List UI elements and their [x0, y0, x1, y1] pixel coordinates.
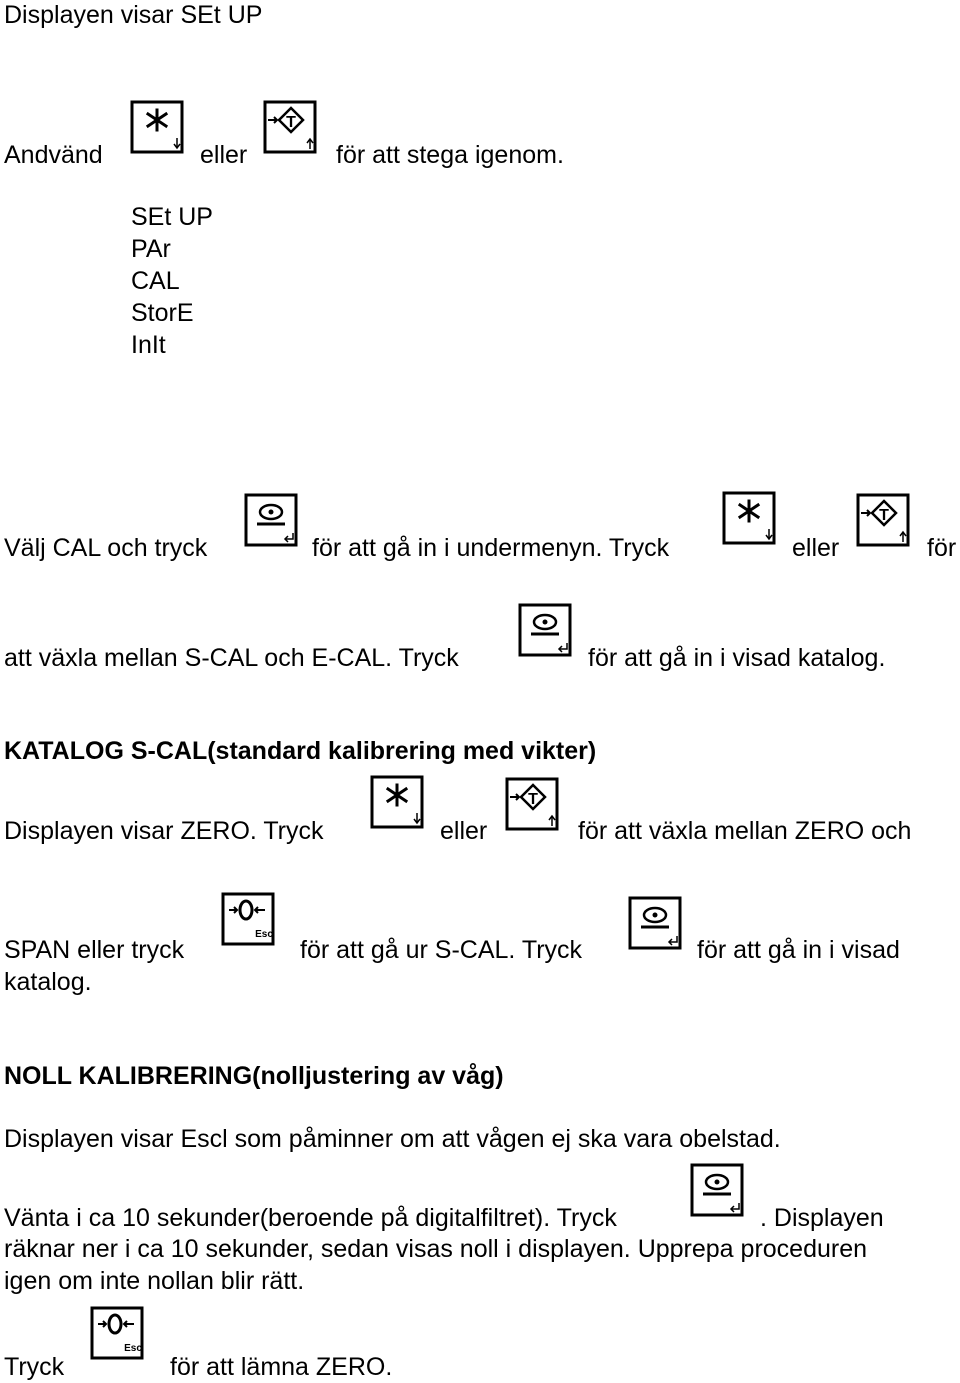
wait-text-b: . Displayen	[760, 1204, 884, 1232]
step-text-b: eller	[200, 141, 248, 169]
span-text-c: för att gå in i visad	[697, 936, 900, 964]
menu-list	[131, 201, 213, 361]
wait-text-a: Vänta i ca 10 sekunder(beroende på digitalfiltret). Tryck	[4, 1204, 617, 1232]
step-text-c: för att stega igenom.	[336, 141, 564, 169]
zero-esc-key-icon	[90, 1306, 148, 1364]
last-text-a: Tryck	[4, 1353, 65, 1381]
tare-key-icon	[263, 100, 321, 158]
zero-text-c: för att växla mellan ZERO och	[578, 817, 912, 845]
step-text-a: Andvänd	[4, 141, 103, 169]
cal2-text-b: för att gå in i visad katalog.	[588, 644, 886, 672]
section-heading: NOLL KALIBRERING(nolljustering av våg)	[4, 1062, 504, 1090]
star-key-icon	[130, 100, 188, 158]
menu-item: PAr	[131, 235, 171, 263]
intro-text: Displayen visar SEt UP	[4, 1, 263, 29]
tare-key-icon	[856, 493, 914, 551]
star-key-icon	[370, 775, 428, 833]
wait-text-c: räknar ner i ca 10 sekunder, sedan visas noll i displayen. Upprepa proceduren	[4, 1235, 868, 1263]
span-text-d: katalog.	[4, 968, 92, 996]
enter-key-icon	[518, 603, 576, 661]
menu-item: CAL	[131, 267, 180, 295]
cal-text-a: Välj CAL och tryck	[4, 534, 208, 562]
enter-key-icon	[690, 1163, 748, 1221]
zero-esc-key-icon	[221, 892, 279, 950]
menu-item: SEt UP	[131, 203, 213, 231]
zero-text-a: Displayen visar ZERO. Tryck	[4, 817, 324, 845]
tare-key-icon	[505, 777, 563, 835]
star-key-icon	[722, 491, 780, 549]
span-text-b: för att gå ur S-CAL. Tryck	[300, 936, 583, 964]
zero-text-b: eller	[440, 817, 488, 845]
span-text-a: SPAN eller tryck	[4, 936, 185, 964]
cal-text-b: för att gå in i undermenyn. Tryck	[312, 534, 670, 562]
section-heading: KATALOG S-CAL(standard kalibrering med vikter)	[4, 737, 597, 765]
cal2-text-a: att växla mellan S-CAL och E-CAL. Tryck	[4, 644, 459, 672]
enter-key-icon	[244, 493, 302, 551]
cal-text-d: för	[927, 534, 957, 562]
wait-text-d: igen om inte nollan blir rätt.	[4, 1267, 305, 1295]
last-text-b: för att lämna ZERO.	[170, 1353, 393, 1381]
cal-text-c: eller	[792, 534, 840, 562]
escl-text: Displayen visar Escl som påminner om att vågen ej ska vara obelstad.	[4, 1125, 781, 1153]
menu-item: InIt	[131, 331, 166, 359]
enter-key-icon	[628, 896, 686, 954]
menu-item: StorE	[131, 299, 194, 327]
